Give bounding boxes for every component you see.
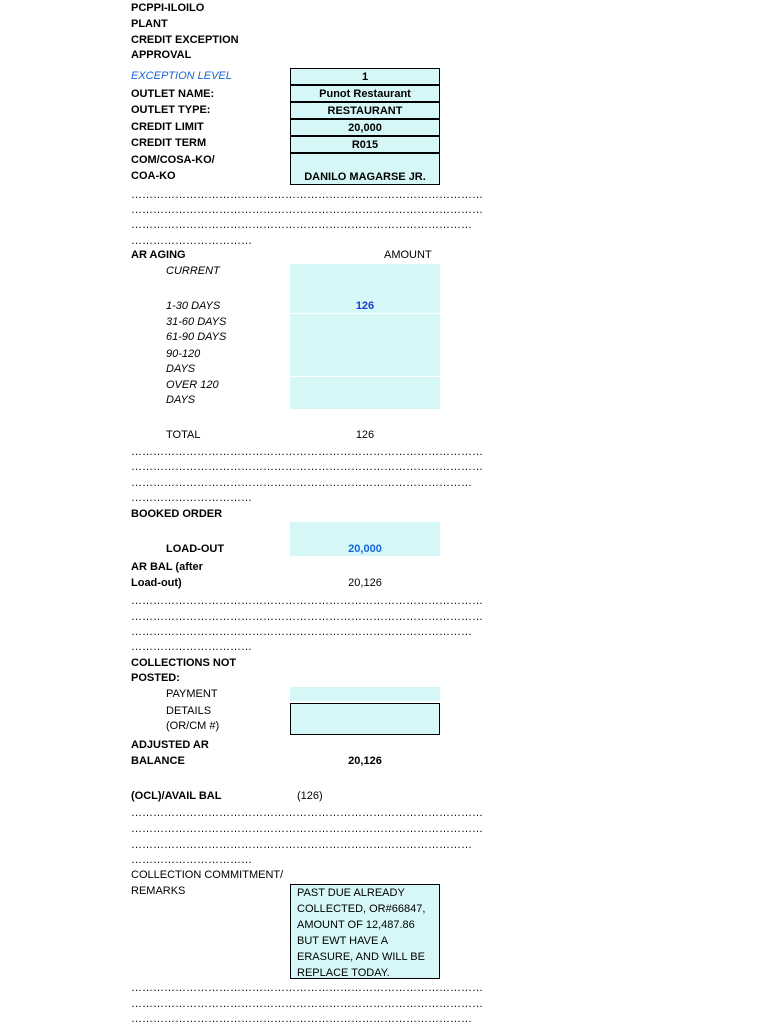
loadout-label: LOAD-OUT [166,543,225,555]
remarks-label-line-1: COLLECTION COMMITMENT/ [131,869,284,881]
outlet-name-field[interactable]: Punot Restaurant [290,85,440,102]
exception-level-label: EXCEPTION LEVEL [131,70,232,82]
separator-line: …………………………………………………………………………………… [131,204,483,216]
com-label-line-2: COA-KO [131,170,176,182]
aging-90-120-label-line-2: DAYS [166,363,196,375]
separator-line: …………………………………………………………………………………… [131,998,483,1010]
aging-over-120-field[interactable] [290,377,440,409]
adjusted-ar-label-line-1: ADJUSTED AR [131,739,209,751]
loadout-value: 20,000 [348,543,382,555]
exception-level-field[interactable]: 1 [290,68,440,85]
com-field[interactable]: DANILO MAGARSE JR. [290,153,440,185]
payment-label-line-3: (OR/CM #) [166,720,220,732]
ar-bal-label-line-1: AR BAL (after [131,561,203,573]
separator-line: …………………………………………………………………………………… [131,823,483,835]
aging-total-label: TOTAL [166,429,201,441]
aging-1-30-value: 126 [355,300,375,312]
aging-61-90-label: 61-90 DAYS [166,331,227,343]
ocl-avail-bal-label: (OCL)/AVAIL BAL [131,790,222,802]
separator-line: ………………………………………………………………………………… [131,219,472,231]
separator-line: …………………………… [131,492,252,504]
separator-line: ………………………………………………………………………………… [131,477,472,489]
separator-line: …………………………………………………………………………………… [131,595,483,607]
collections-title-line-1: COLLECTIONS NOT [131,657,237,669]
collections-title-line-2: POSTED: [131,672,180,684]
com-label-line-1: COM/COSA-KO/ [131,154,215,166]
separator-line: …………………………………………………………………………………… [131,982,483,994]
credit-limit-field[interactable]: 20,000 [290,119,440,136]
ar-aging-title: AR AGING [131,249,186,261]
plant-title-line-2: PLANT [131,18,168,30]
payment-label-line-2: DETAILS [166,705,212,717]
separator-line: ………………………………………………………………………………… [131,839,472,851]
ar-bal-value: 20,126 [348,577,382,589]
ar-bal-label-line-2: Load-out) [131,577,182,589]
ocl-avail-bal-value: (126) [297,790,323,802]
adjusted-ar-value: 20,126 [348,755,382,767]
payment-label-line-1: PAYMENT [166,688,218,700]
credit-term-label: CREDIT TERM [131,137,207,149]
credit-limit-label: CREDIT LIMIT [131,121,204,133]
separator-line: ………………………………………………………………………………… [131,1013,472,1025]
aging-current-label: CURRENT [166,265,220,277]
plant-title-line-1: PCPPI-ILOILO [131,2,205,14]
outlet-name-label: OUTLET NAME: [131,88,215,100]
outlet-type-field[interactable]: RESTAURANT [290,102,440,119]
adjusted-ar-label-line-2: BALANCE [131,755,185,767]
separator-line: …………………………… [131,235,252,247]
separator-line: …………………………………………………………………………………… [131,446,483,458]
aging-31-90-field[interactable] [290,314,440,376]
remarks-field[interactable]: PAST DUE ALREADY COLLECTED, OR#66847, AMOUNT OF 12,487.86 BUT EWT HAVE A ERASURE, AND WILL BE REPLACE TODAY. [290,884,440,979]
remarks-label-line-2: REMARKS [131,885,186,897]
aging-31-60-label: 31-60 DAYS [166,316,227,328]
payment-details-field-2[interactable] [290,703,440,735]
separator-line: …………………………… [131,854,252,866]
aging-90-120-label-line-1: 90-120 [166,348,201,360]
booked-order-title: BOOKED ORDER [131,508,223,520]
separator-line: …………………………… [131,641,252,653]
aging-over-120-label-line-1: OVER 120 [166,379,219,391]
separator-line: …………………………………………………………………………………… [131,461,483,473]
form-title-line-1: CREDIT EXCEPTION [131,34,239,46]
payment-details-field-1[interactable] [290,687,440,701]
separator-line: ………………………………………………………………………………… [131,626,472,638]
aging-over-120-label-line-2: DAYS [166,394,196,406]
separator-line: …………………………………………………………………………………… [131,611,483,623]
amount-header: AMOUNT [384,249,432,261]
outlet-type-label: OUTLET TYPE: [131,104,211,116]
form-title-line-2: APPROVAL [131,49,192,61]
aging-1-30-label: 1-30 DAYS [166,300,221,312]
separator-line: …………………………………………………………………………………… [131,807,483,819]
aging-total-value: 126 [355,429,375,441]
separator-line: …………………………………………………………………………………… [131,189,483,201]
credit-term-field[interactable]: R015 [290,136,440,153]
